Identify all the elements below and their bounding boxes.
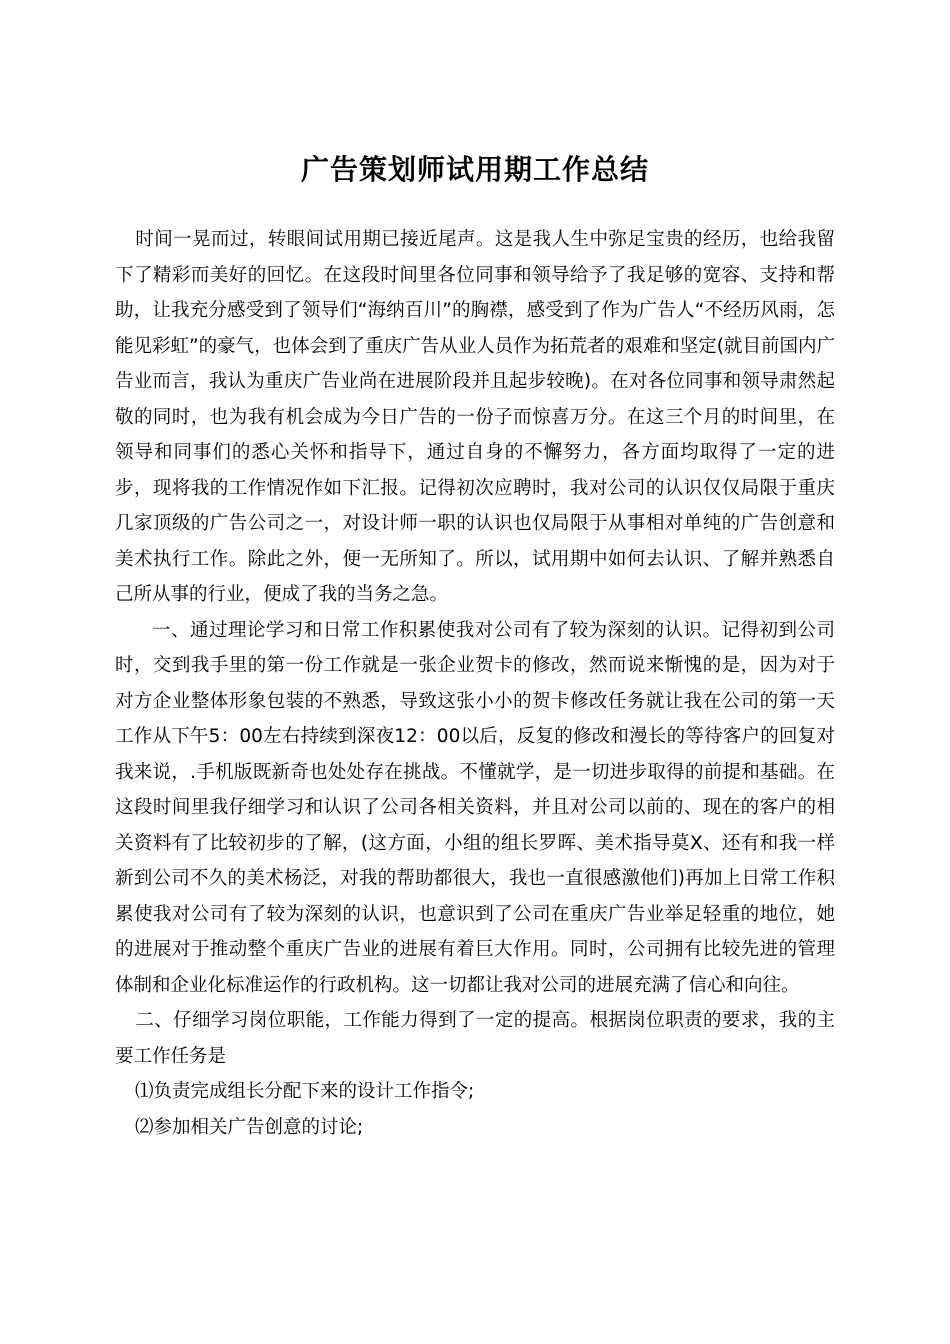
list-item: ⑵参加相关广告创意的讨论;	[135, 1116, 364, 1138]
paragraph-section-one: 一、通过理论学习和日常工作积累使我对公司有了较为深刻的认识。记得初到公司时，交到我手里的第一份工作就是一张企业贺卡的修改，然而说来惭愧的是，因为对于对方企业整体形象包装的不熟悉，导致这张小小的贺卡修改任务就让我在公司的第一天工作从下午5：00左右持续到深夜12：00以后，反复的修改和漫长的等待客户的回复对我来说，.手机版既新奇也处处存在挑战。不懂就学，是一切进步取得的前提和基础。在这段时间里我仔细学习和认识了公司各相关资料，并且对公司以前的、现在的客户的相关资料有了比较初步的了解，(这方面，小组的组长罗晖、美术指导莫X、还有和我一样新到公司不久的美术杨泛，对我的帮助都很大，我也一直很感激他们)再加上日常工作积累使我对公司有了较为深刻的认识，也意识到了公司在重庆广告业举足轻重的地位，她的进展对于推动整个重庆广告业的进展有着巨大作用。同时，公司拥有比较先进的管理体制和企业化标准运作的行政机构。这一切都让我对公司的进展充满了信心和向往。	[115, 619, 835, 996]
paragraph-intro: 时间一晃而过，转眼间试用期已接近尾声。这是我人生中弥足宝贵的经历，也给我留下了精彩而美好的回忆。在这段时间里各位同事和领导给予了我足够的宽容、支持和帮助，让我充分感受到了领导们“海纳百川”的胸襟，感受到了作为广告人“不经历风雨，怎能见彩虹”的豪气，也体会到了重庆广告从业人员作为拓荒者的艰难和坚定(就目前国内广告业而言，我认为重庆广告业尚在进展阶段并且起步较晚)。在对各位同事和领导肃然起敬的同时，也为我有机会成为今日广告的一份子而惊喜万分。在这三个月的时间里，在领导和同事们的悉心关怀和指导下，通过自身的不懈努力，各方面均取得了一定的进步，现将我的工作情况作如下汇报。记得初次应聘时，我对公司的认识仅仅局限于重庆几家顶级的广告公司之一，对设计师一职的认识也仅局限于从事相对单纯的广告创意和美术执行工作。除此之外，便一无所知了。所以，试用期中如何去认识、了解并熟悉自己所从事的行业，便成了我的当务之急。	[115, 229, 835, 605]
document-title: 广告策划师试用期工作总结	[300, 152, 649, 186]
list-item: ⑴负责完成组长分配下来的设计工作指令;	[135, 1081, 475, 1102]
document-body	[115, 222, 835, 1145]
paragraph-section-two: 二、仔细学习岗位职能，工作能力得到了一定的提高。根据岗位职责的要求，我的主要工作任务是	[115, 1010, 835, 1067]
